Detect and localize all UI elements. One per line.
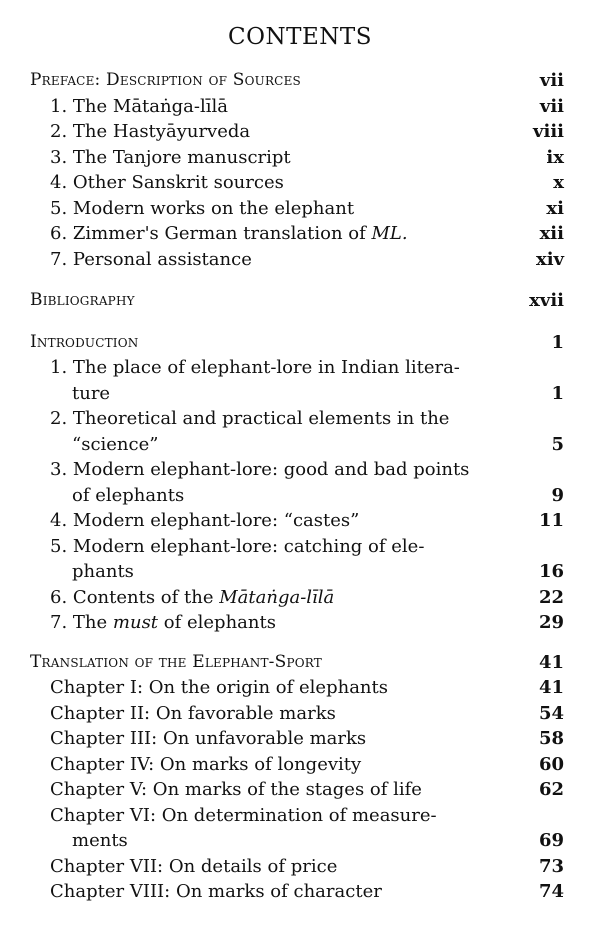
- toc-entry: [30, 94, 564, 120]
- entry-text: Chapter I: On the origin of elephants: [50, 677, 388, 698]
- toc-section-preface: [30, 68, 564, 272]
- toc-page-number: 62: [538, 779, 564, 800]
- toc-page-number: x: [553, 172, 564, 193]
- toc-entry: [30, 145, 564, 171]
- entry-text: of elephants: [72, 484, 185, 506]
- toc-page-number: 22: [538, 586, 564, 608]
- toc-page-number: 60: [538, 753, 564, 775]
- toc-entry: [30, 355, 564, 381]
- entry-number: 7.: [50, 612, 68, 633]
- toc-page-number: vii: [539, 95, 564, 117]
- entry-text: Chapter VIII: On marks of character: [50, 881, 382, 902]
- toc-heading-text: Preface: Description of Sources: [30, 70, 301, 90]
- entry-text: Modern elephant-lore: good and bad points: [72, 459, 470, 480]
- entry-text-italic: ML.: [371, 223, 408, 244]
- toc-chapter-entry: [30, 701, 564, 727]
- toc-heading: [30, 288, 564, 314]
- toc-page-number: 5: [551, 433, 564, 455]
- toc-entry-continuation: [30, 828, 564, 854]
- entry-text: Theoretical and practical elements in the: [72, 408, 450, 429]
- entry-text: ments: [72, 830, 128, 851]
- toc-entry-continuation: [30, 483, 564, 509]
- toc-page-number: 74: [538, 881, 564, 902]
- entry-text: Other Sanskrit sources: [72, 172, 284, 193]
- toc-section-bibliography: [30, 288, 564, 314]
- toc-entry-continuation: [30, 559, 564, 585]
- toc-chapter-entry: [30, 675, 564, 701]
- toc-page-number: xvii: [529, 290, 564, 311]
- entry-text: of elephants: [158, 612, 276, 633]
- toc-heading: [30, 68, 564, 94]
- toc-section-translation: [30, 650, 564, 905]
- toc-heading-text: Introduction: [30, 331, 139, 352]
- toc-page-number: 69: [538, 830, 564, 851]
- entry-text: Zimmer's German translation of: [72, 223, 372, 244]
- toc-page-number: 29: [538, 612, 564, 633]
- toc-page-number: xi: [546, 197, 564, 219]
- table-of-contents: [30, 68, 564, 905]
- entry-number: 5.: [50, 197, 68, 219]
- toc-entry: [30, 196, 564, 222]
- toc-chapter-entry: [30, 803, 564, 829]
- toc-entry: [30, 247, 564, 273]
- entry-text: Chapter III: On unfavorable marks: [50, 728, 367, 749]
- toc-chapter-entry: [30, 854, 564, 880]
- entry-text: Modern elephant-lore: “castes”: [72, 510, 360, 531]
- entry-text: The Tanjore manuscript: [72, 146, 291, 168]
- toc-heading-text: Translation of the Elephant-Sport: [30, 651, 323, 672]
- toc-heading: [30, 330, 564, 356]
- toc-page-number: 11: [538, 510, 564, 531]
- entry-number: 5.: [50, 535, 68, 557]
- entry-text: Contents of the: [72, 586, 220, 608]
- toc-entry: [30, 221, 564, 247]
- entry-text: Chapter VI: On determination of measure-: [50, 804, 437, 826]
- entry-text: Modern works on the elephant: [72, 197, 355, 219]
- entry-number: 1.: [50, 357, 68, 378]
- entry-text: Chapter VII: On details of price: [50, 855, 338, 877]
- entry-text: The Hastyāyurveda: [72, 121, 251, 142]
- entry-text: The Mātaṅga-līlā: [72, 95, 228, 117]
- toc-page-number: viii: [533, 121, 564, 142]
- entry-number: 6.: [50, 586, 68, 608]
- entry-text: Chapter II: On favorable marks: [50, 702, 336, 724]
- entry-text: The: [72, 612, 113, 633]
- entry-text-italic: must: [112, 612, 159, 633]
- toc-page-number: 41: [538, 651, 564, 673]
- toc-page-number: 54: [538, 702, 564, 724]
- toc-chapter-entry: [30, 777, 564, 803]
- entry-text: The place of elephant-lore in Indian litera-: [72, 357, 460, 378]
- entry-number: 3.: [50, 459, 68, 480]
- entry-number: 4.: [50, 172, 68, 193]
- entry-number: 7.: [50, 248, 68, 270]
- toc-page-number: xiv: [535, 248, 564, 270]
- entry-text: ture: [72, 382, 111, 404]
- entry-text: Modern elephant-lore: catching of ele-: [72, 535, 425, 557]
- entry-text: Personal assistance: [72, 248, 252, 270]
- toc-entry: [30, 119, 564, 145]
- toc-page-number: 1: [551, 382, 564, 404]
- entry-number: 2.: [50, 121, 68, 142]
- entry-number: 3.: [50, 146, 68, 168]
- toc-page-number: xii: [539, 223, 564, 244]
- toc-page-number: 9: [551, 484, 564, 506]
- toc-entry: [30, 406, 564, 432]
- entry-text: Chapter IV: On marks of longevity: [50, 753, 362, 775]
- entry-number: 1.: [50, 95, 68, 117]
- toc-entry: [30, 585, 564, 611]
- toc-page-number: 1: [551, 331, 564, 353]
- toc-entry: [30, 610, 564, 636]
- toc-heading-text: Bibliography: [30, 290, 135, 310]
- toc-entry: [30, 508, 564, 534]
- toc-page-number: 16: [538, 561, 564, 582]
- toc-page-number: 58: [538, 728, 564, 749]
- toc-entry: [30, 170, 564, 196]
- toc-entry: [30, 457, 564, 483]
- toc-chapter-entry: [30, 726, 564, 752]
- toc-chapter-entry: [30, 879, 564, 905]
- toc-entry-continuation: [30, 432, 564, 458]
- entry-number: 4.: [50, 510, 68, 531]
- page-title: CONTENTS: [228, 24, 372, 50]
- entry-text-italic: Mātaṅga-līlā: [219, 586, 335, 608]
- entry-text: Chapter V: On marks of the stages of life: [50, 779, 422, 800]
- entry-text: “science”: [72, 433, 159, 455]
- toc-entry-continuation: [30, 381, 564, 407]
- toc-chapter-entry: [30, 752, 564, 778]
- toc-page-number: 41: [538, 677, 564, 698]
- toc-page-number: ix: [546, 146, 564, 168]
- toc-page-number: 73: [538, 855, 564, 877]
- entry-number: 6.: [50, 223, 68, 244]
- toc-entry: [30, 534, 564, 560]
- toc-section-introduction: [30, 330, 564, 636]
- toc-heading: [30, 650, 564, 676]
- toc-page-number: vii: [539, 70, 564, 91]
- entry-text: phants: [72, 561, 134, 582]
- entry-number: 2.: [50, 408, 68, 429]
